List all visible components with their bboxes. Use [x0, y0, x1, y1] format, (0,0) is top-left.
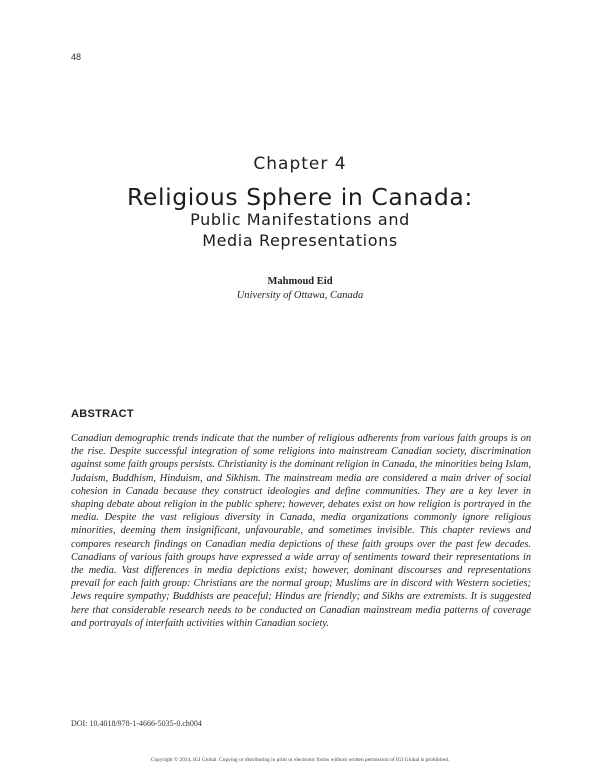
- doi-text[interactable]: DOI: 10.4018/978-1-4666-5035-0.ch004: [71, 719, 202, 728]
- copyright-notice: Copyright © 2014, IGI Global. Copying or distributing in print or electronic forms without written permission of IGI Global is prohibited.: [150, 757, 450, 763]
- chapter-subtitle-line-1: Public Manifestations and: [190, 210, 410, 229]
- author-name: Mahmoud Eid: [267, 276, 333, 287]
- page-number: 48: [71, 52, 82, 62]
- abstract-body: Canadian demographic trends indicate that the number of religious adherents from various faith groups is on the rise. Despite successful integration of some religions into mainstream Canadian society, discrimination against some faith groups persists. Christianity is the dominant religion in Canada, the minorities being Islam, Judaism, Buddhism, Hinduism, and Sikhism. The mainstream media are considered a main driver of social cohesion in Canada because they construct ideologies and define communities. They are a key lever in shaping debate about religion in the public sphere; however, debates exist on how religion is portrayed in the media. Despite the vast religious diversity in Canada, media organizations commonly ignore religious minorities, deeming them insignificant, unfavourable, and sometimes invisible. This chapter reviews and compares research findings on Canadian media depictions of these faith groups over the past few decades. Canadians of various faith groups have expressed a wide array of sentiments toward their representations in the media. Vast differences in media depictions exist; however, dominant discourses and representations prevail for each faith group: Christians are the normal group; Muslims are in discord with Western societies; Jews require sympathy; Buddhists are peaceful; Hindus are friendly; and Sikhs are extremists. It is suggested here that considerable research needs to be conducted on Canadian mainstream media patterns of coverage and portrayals of interfaith activities within Canadian society.: [71, 433, 531, 629]
- chapter-subtitle: [0, 209, 600, 251]
- chapter-subtitle-line-2: Media Representations: [202, 231, 398, 250]
- chapter-label: Chapter 4: [253, 154, 347, 174]
- chapter-title: Religious Sphere in Canada:: [127, 183, 473, 211]
- abstract-heading: ABSTRACT: [71, 408, 134, 420]
- author-affiliation: University of Ottawa, Canada: [236, 290, 364, 301]
